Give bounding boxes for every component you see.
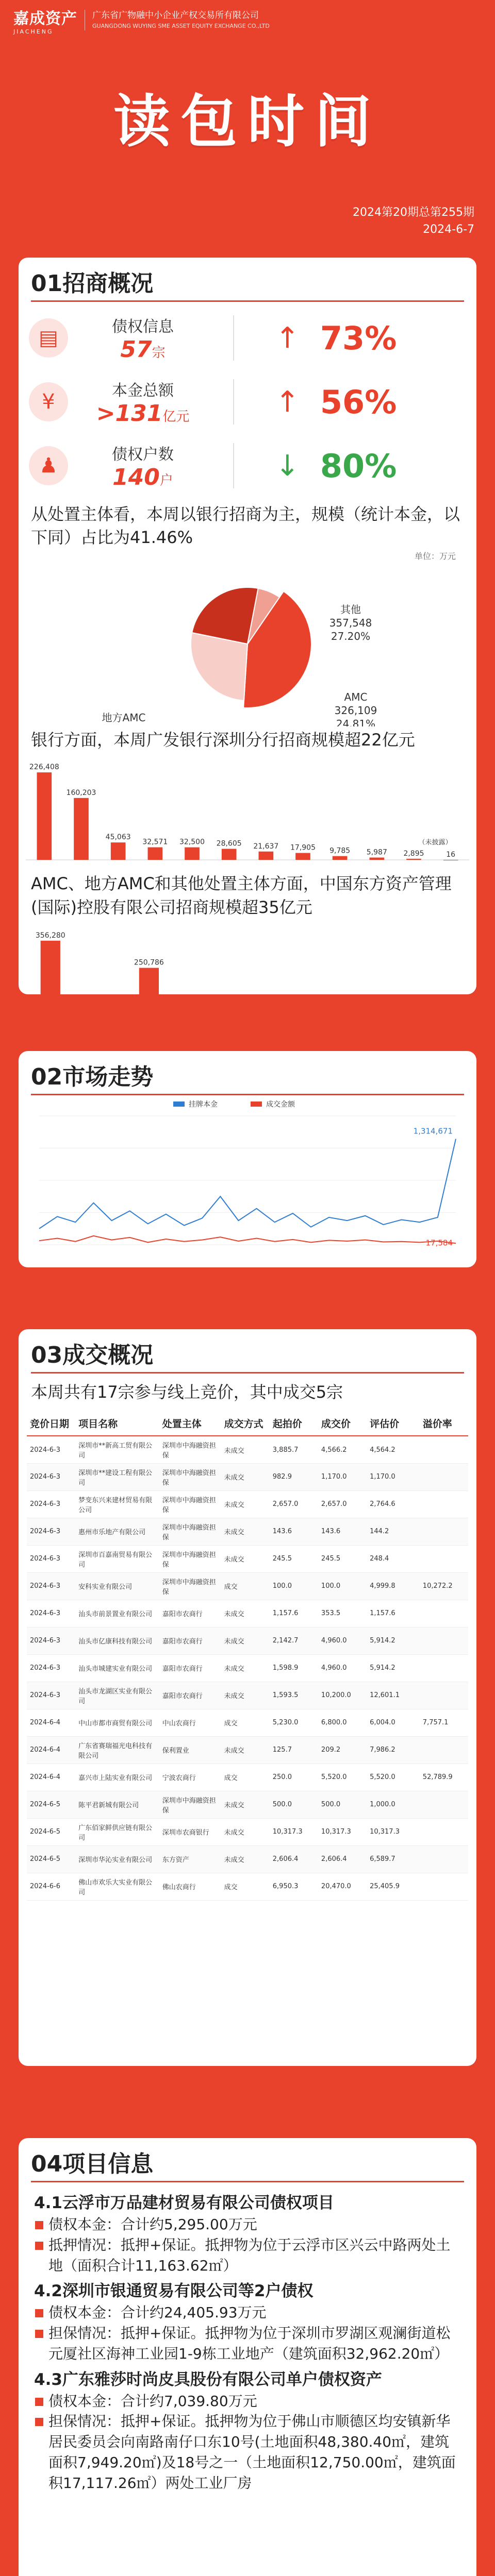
pie-unit: 单位：万元 <box>414 551 456 561</box>
bar <box>111 843 126 860</box>
table-cell: 52,789.9 <box>420 1764 468 1791</box>
kpi-label: 本金总额 <box>112 381 174 400</box>
bar <box>333 856 348 860</box>
table-cell: 143.6 <box>270 1518 318 1545</box>
bar <box>185 848 200 860</box>
table-cell: 6,589.7 <box>367 1845 420 1873</box>
table-cell: 2024-6-3 <box>27 1545 75 1572</box>
bar-label: 250,786 <box>134 958 164 967</box>
amc-bar-chart <box>19 919 476 994</box>
table-cell: 未成交 <box>221 1818 270 1845</box>
table-cell: 1,593.5 <box>270 1682 318 1709</box>
column-header: 竞价日期 <box>27 1411 75 1436</box>
table-cell: 保利置业 <box>159 1736 221 1764</box>
logo: 嘉成资产 JIACHENG <box>13 9 77 35</box>
table-cell: 1,170.0 <box>318 1463 367 1490</box>
table-cell: 未成交 <box>221 1518 270 1545</box>
bar-note: （未披露） <box>418 839 452 847</box>
pie-percent: 27.20% <box>331 630 371 642</box>
bar-label: 2,895 <box>403 850 424 858</box>
column-header: 起拍价 <box>270 1411 318 1436</box>
table-cell: 1,170.0 <box>367 1463 420 1490</box>
table-row <box>27 1709 468 1736</box>
table-cell: 5,520.0 <box>318 1764 367 1791</box>
market-card <box>19 1051 476 1267</box>
pie-label: AMC <box>344 690 368 703</box>
kpi-percent: 80% <box>320 447 397 485</box>
table-cell: 未成交 <box>221 1463 270 1490</box>
bank-bar-chart <box>19 752 476 870</box>
table-cell: 2,606.4 <box>270 1845 318 1873</box>
table-cell: 中山市都市商贸有限公司 <box>75 1709 159 1736</box>
table-cell: 深圳市中海融资担保 <box>159 1518 221 1545</box>
table-cell: 佛山农商行 <box>159 1873 221 1900</box>
table-cell: 143.6 <box>318 1518 367 1545</box>
table-cell: 1,000.0 <box>367 1791 420 1818</box>
table-cell: 245.5 <box>318 1545 367 1572</box>
table-cell: 未成交 <box>221 1627 270 1654</box>
table-cell: 12,601.1 <box>367 1682 420 1709</box>
table-cell: 100.0 <box>270 1572 318 1600</box>
table-cell: 未成交 <box>221 1682 270 1709</box>
table-row <box>27 1682 468 1709</box>
kpi-percent: 73% <box>320 319 397 357</box>
project-list <box>19 2182 476 2493</box>
kpi-value: 57宗 <box>120 336 166 363</box>
table-cell <box>420 1654 468 1682</box>
column-header: 处置主体 <box>159 1411 221 1436</box>
bar-label: 17,905 <box>290 843 316 852</box>
table-cell: 汕头市前景置业有限公司 <box>75 1600 159 1627</box>
table-cell: 未成交 <box>221 1845 270 1873</box>
bar <box>37 773 52 860</box>
series-line <box>39 1139 456 1229</box>
table-row <box>27 1736 468 1764</box>
table-row <box>27 1490 468 1518</box>
table-cell: 深圳市中海融资担保 <box>159 1490 221 1518</box>
arrow-down-icon: ↓ <box>275 449 300 483</box>
table-cell: 500.0 <box>270 1791 318 1818</box>
table-cell: 未成交 <box>221 1490 270 1518</box>
pie-text: 从处置主体看，本周以银行招商为主，规模（统计本金，以下同）占比为41.46% <box>31 504 460 548</box>
table-cell: 4,566.2 <box>318 1436 367 1463</box>
table-cell: 20,470.0 <box>318 1873 367 1900</box>
table-header <box>27 1411 468 1436</box>
table-cell <box>420 1436 468 1463</box>
table-cell: 10,317.3 <box>367 1818 420 1845</box>
deals-summary: 本周共有17宗参与线上竞价，其中成交5宗 <box>31 1382 343 1402</box>
deals-card <box>19 1329 476 2066</box>
table-cell: 嘉阳市农商行 <box>159 1627 221 1654</box>
bar-label: 226,408 <box>29 763 59 772</box>
table-cell: 5,230.0 <box>270 1709 318 1736</box>
table-cell: 嘉兴市上陆实业有限公司 <box>75 1764 159 1791</box>
kpi-row <box>19 306 476 370</box>
table-cell: 2024-6-5 <box>27 1791 75 1818</box>
table-row <box>27 1627 468 1654</box>
project-title: 4.1云浮市万品建材贸易有限公司债权项目 <box>34 2194 334 2212</box>
table-cell <box>420 1545 468 1572</box>
people-icon: ♟ <box>29 446 68 485</box>
table-cell <box>420 1873 468 1900</box>
table-cell: 5,520.0 <box>367 1764 420 1791</box>
table-cell: 嘉阳市农商行 <box>159 1654 221 1682</box>
projects-heading: 04项目信息 <box>19 2138 476 2182</box>
table-row <box>27 1654 468 1682</box>
table-cell: 成交 <box>221 1764 270 1791</box>
table-cell: 4,999.8 <box>367 1572 420 1600</box>
table-cell: 2024-6-3 <box>27 1490 75 1518</box>
table-cell: 中山农商行 <box>159 1709 221 1736</box>
bar <box>148 848 163 860</box>
table-cell: 深圳市中海融资担保 <box>159 1572 221 1600</box>
table-cell: 未成交 <box>221 1791 270 1818</box>
table-cell: 100.0 <box>318 1572 367 1600</box>
table-row <box>27 1545 468 1572</box>
table-cell: 982.9 <box>270 1463 318 1490</box>
series-line <box>39 1236 456 1243</box>
table-cell: 2024-6-6 <box>27 1873 75 1900</box>
table-cell: 2024-6-3 <box>27 1572 75 1600</box>
project-item <box>19 2364 476 2494</box>
pie-label: 地方AMC <box>102 711 146 724</box>
table-cell: 深圳市**建设工程有限公司 <box>75 1463 159 1490</box>
table-cell: 2,657.0 <box>270 1490 318 1518</box>
bar <box>259 852 274 860</box>
table-cell: 陈平君新城有限公司 <box>75 1791 159 1818</box>
project-line: 担保情况：抵押+保证。抵押物为位于深圳市罗湖区观澜街道松元厦社区海神工业园1-9栋工业地产（建筑面积32,962.20㎡） <box>34 2323 461 2364</box>
table-cell <box>420 1845 468 1873</box>
table-cell: 东方资产 <box>159 1845 221 1873</box>
table-cell: 2024-6-4 <box>27 1709 75 1736</box>
table-cell: 深圳市中海融资担保 <box>159 1791 221 1818</box>
bar-label: 28,605 <box>216 839 242 848</box>
kpi-list <box>19 302 476 498</box>
table-row <box>27 1572 468 1600</box>
pie-percent: 24.81% <box>336 717 376 726</box>
table-row <box>27 1818 468 1845</box>
column-header: 成交方式 <box>221 1411 270 1436</box>
bar <box>370 858 385 860</box>
issue-date: 2024-6-7 <box>423 223 474 236</box>
bar-label: 21,637 <box>253 842 279 851</box>
bar-label: 356,280 <box>35 931 65 940</box>
legend-swatch <box>251 1101 262 1107</box>
table-cell <box>420 1490 468 1518</box>
kpi-value: >131亿元 <box>96 400 190 427</box>
table-cell: 深圳市中海融资担保 <box>159 1463 221 1490</box>
project-title: 4.2深圳市银通贸易有限公司等2户债权 <box>34 2282 314 2301</box>
table-cell: 深圳市中海融资担保 <box>159 1545 221 1572</box>
table-cell: 3,885.7 <box>270 1436 318 1463</box>
table-cell: 6,004.0 <box>367 1709 420 1736</box>
table-cell: 1,157.6 <box>270 1600 318 1627</box>
kpi-label: 债权户数 <box>112 445 174 464</box>
table-row <box>27 1873 468 1900</box>
project-item <box>19 2188 476 2276</box>
table-cell: 未成交 <box>221 1600 270 1627</box>
table-cell <box>420 1818 468 1845</box>
table-cell: 144.2 <box>367 1518 420 1545</box>
bar <box>74 798 89 860</box>
bar-label: 32,500 <box>179 838 205 846</box>
bar-label: 5,987 <box>366 848 387 857</box>
table-cell <box>420 1736 468 1764</box>
bar-label: 45,063 <box>105 833 131 842</box>
document-chart-icon: ▤ <box>29 318 68 358</box>
table-row <box>27 1436 468 1463</box>
market-heading: 02市场走势 <box>19 1051 476 1095</box>
pie-value: 326,109 <box>334 704 377 717</box>
bar-label: 9,785 <box>329 846 351 855</box>
project-item <box>19 2276 476 2364</box>
issue-info <box>0 204 495 238</box>
bar <box>41 941 60 994</box>
deals-heading: 03成交概况 <box>19 1329 476 1374</box>
table-cell: 2024-6-4 <box>27 1764 75 1791</box>
bar-label: 160,203 <box>66 789 96 798</box>
arrow-up-icon: ↑ <box>275 321 300 355</box>
legend-label: 成交金额 <box>266 1100 295 1109</box>
bar <box>222 849 237 860</box>
table-cell: 佛山市欢乐大实业有限公司 <box>75 1873 159 1900</box>
bar <box>406 859 421 860</box>
table-cell: 深圳市**新高工贸有限公司 <box>75 1436 159 1463</box>
table-row <box>27 1518 468 1545</box>
table-cell: 安科实业有限公司 <box>75 1572 159 1600</box>
table-cell: 2024-6-3 <box>27 1682 75 1709</box>
table-cell: 深圳市农商银行 <box>159 1818 221 1845</box>
table-row <box>27 1600 468 1627</box>
table-cell: 7,757.1 <box>420 1709 468 1736</box>
table-cell: 10,200.0 <box>318 1682 367 1709</box>
table-cell: 汕头市龙湖区实业有限公司 <box>75 1682 159 1709</box>
project-line: 债权本金：合计约5,295.00万元 <box>34 2214 461 2235</box>
table-row <box>27 1845 468 1873</box>
table-cell: 2024-6-3 <box>27 1463 75 1490</box>
table-cell: 248.4 <box>367 1545 420 1572</box>
table-cell <box>420 1463 468 1490</box>
table-cell: 4,564.2 <box>367 1436 420 1463</box>
pie-value: 357,548 <box>329 616 372 629</box>
bank-text: 银行方面，本周广发银行深圳分行招商规模超22亿元 <box>31 730 415 750</box>
table-cell: 25,405.9 <box>367 1873 420 1900</box>
table-cell: 汕头市城建实业有限公司 <box>75 1654 159 1682</box>
money-bag-icon: ¥ <box>29 382 68 421</box>
table-cell: 成交 <box>221 1873 270 1900</box>
issue-number: 2024第20期总第255期 <box>353 206 474 219</box>
pie-chart <box>19 562 476 726</box>
bar-label: 32,571 <box>142 838 168 846</box>
end-label: 17,584 <box>425 1238 453 1248</box>
table-cell: 4,960.0 <box>318 1627 367 1654</box>
table-cell: 10,317.3 <box>270 1818 318 1845</box>
deals-table <box>27 1411 468 1901</box>
table-row <box>27 1764 468 1791</box>
table-cell: 深圳市中海融资担保 <box>159 1436 221 1463</box>
table-cell: 2,657.0 <box>318 1490 367 1518</box>
kpi-divider <box>233 443 234 488</box>
table-cell: 250.0 <box>270 1764 318 1791</box>
table-cell: 深圳市百嘉南贸易有限公司 <box>75 1545 159 1572</box>
table-cell: 宁波农商行 <box>159 1764 221 1791</box>
table-cell: 2024-6-4 <box>27 1736 75 1764</box>
table-cell: 2024-6-3 <box>27 1654 75 1682</box>
table-cell: 1,598.9 <box>270 1654 318 1682</box>
table-cell: 10,272.2 <box>420 1572 468 1600</box>
column-header: 项目名称 <box>75 1411 159 1436</box>
table-cell: 2024-6-5 <box>27 1845 75 1873</box>
table-cell: 5,914.2 <box>367 1654 420 1682</box>
project-line: 债权本金：合计约24,405.93万元 <box>34 2302 461 2323</box>
table-cell <box>420 1791 468 1818</box>
pie-slice <box>191 633 248 701</box>
table-cell: 5,914.2 <box>367 1627 420 1654</box>
table-cell: 2,764.6 <box>367 1490 420 1518</box>
table-cell: 10,317.3 <box>318 1818 367 1845</box>
header <box>0 0 495 40</box>
table-cell: 4,960.0 <box>318 1654 367 1682</box>
table-row <box>27 1463 468 1490</box>
page-title: 读包时间 <box>113 89 382 155</box>
bar <box>139 968 159 994</box>
table-cell: 7,986.2 <box>367 1736 420 1764</box>
kpi-row <box>19 434 476 498</box>
arrow-up-icon: ↑ <box>275 385 300 419</box>
bar-label: 16 <box>446 851 456 859</box>
table-cell: 深圳市华沁实业有限公司 <box>75 1845 159 1873</box>
company-name: 广东省广物融中小企业产权交易所有限公司 GUANGDONG WUYING SME ASSET EQUITY EXCHANGE CO.,LTD <box>92 10 270 30</box>
kpi-value: 140户 <box>112 464 173 490</box>
bar <box>295 853 310 860</box>
pie-label: 其他 <box>340 603 361 616</box>
table-cell: 汕头市亿康科技有限公司 <box>75 1627 159 1654</box>
pie-value <box>106 725 142 726</box>
table-cell: 2024-6-3 <box>27 1627 75 1654</box>
kpi-divider <box>233 379 234 425</box>
amc-text: AMC、地方AMC和其他处置主体方面，中国东方资产管理(国际)控股有限公司招商规模超35亿元 <box>31 874 452 917</box>
table-cell <box>420 1682 468 1709</box>
table-cell: 6,950.3 <box>270 1873 318 1900</box>
table-cell: 6,800.0 <box>318 1709 367 1736</box>
table-cell: 2,142.7 <box>270 1627 318 1654</box>
column-header: 溢价率 <box>420 1411 468 1436</box>
table-cell: 未成交 <box>221 1545 270 1572</box>
table-cell: 嘉阳市农商行 <box>159 1682 221 1709</box>
table-cell: 惠州市乐地产有限公司 <box>75 1518 159 1545</box>
project-line: 债权本金：合计约7,039.80万元 <box>34 2391 461 2412</box>
table-cell: 2024-6-3 <box>27 1436 75 1463</box>
kpi-row <box>19 370 476 434</box>
project-title: 4.3广东雅莎时尚皮具股份有限公司单户债权资产 <box>34 2370 382 2389</box>
project-line: 抵押情况：抵押+保证。抵押物为位于云浮市区兴云中路两处土地（面积合计11,163.62㎡） <box>34 2235 461 2276</box>
kpi-percent: 56% <box>320 383 397 421</box>
end-label: 1,314,671 <box>413 1126 453 1136</box>
kpi-label: 债权信息 <box>112 317 174 336</box>
overview-heading: 01招商概况 <box>19 258 476 302</box>
table-cell: 1,157.6 <box>367 1600 420 1627</box>
legend-label: 挂牌本金 <box>189 1100 218 1109</box>
table-cell: 2024-6-3 <box>27 1600 75 1627</box>
table-cell: 245.5 <box>270 1545 318 1572</box>
table-cell <box>420 1518 468 1545</box>
table-cell: 嘉阳市农商行 <box>159 1600 221 1627</box>
table-cell: 成交 <box>221 1709 270 1736</box>
table-cell <box>420 1627 468 1654</box>
table-row <box>27 1791 468 1818</box>
project-line: 担保情况：抵押+保证。抵押物为位于佛山市顺德区均安镇新华居民委员会向南路南仔口东10号(土地面积48,380.40㎡，建筑面积7,949.20㎡)及18号之一（土地面积12,750.00㎡，建筑面积17,117.26㎡）两处工业厂房 <box>34 2411 461 2493</box>
overview-card <box>19 258 476 994</box>
table-cell: 2024-6-5 <box>27 1818 75 1845</box>
table-cell: 2024-6-3 <box>27 1518 75 1545</box>
table-cell: 未成交 <box>221 1736 270 1764</box>
market-line-chart <box>19 1095 476 1260</box>
table-cell: 广东省赛瑞福光电科技有限公司 <box>75 1736 159 1764</box>
table-cell: 209.2 <box>318 1736 367 1764</box>
table-cell: 353.5 <box>318 1600 367 1627</box>
table-cell <box>420 1600 468 1627</box>
legend-swatch <box>173 1101 185 1107</box>
table-cell: 未成交 <box>221 1654 270 1682</box>
table-cell: 广东佰家鲜供应链有限公司 <box>75 1818 159 1845</box>
table-cell: 500.0 <box>318 1791 367 1818</box>
table-cell: 2,606.4 <box>318 1845 367 1873</box>
table-cell: 125.7 <box>270 1736 318 1764</box>
column-header: 评估价 <box>367 1411 420 1436</box>
column-header: 成交价 <box>318 1411 367 1436</box>
table-cell: 梦变东兴来建材贸易有限公司 <box>75 1490 159 1518</box>
kpi-divider <box>233 315 234 361</box>
table-cell: 成交 <box>221 1572 270 1600</box>
table-cell: 未成交 <box>221 1436 270 1463</box>
projects-card <box>19 2138 476 2576</box>
